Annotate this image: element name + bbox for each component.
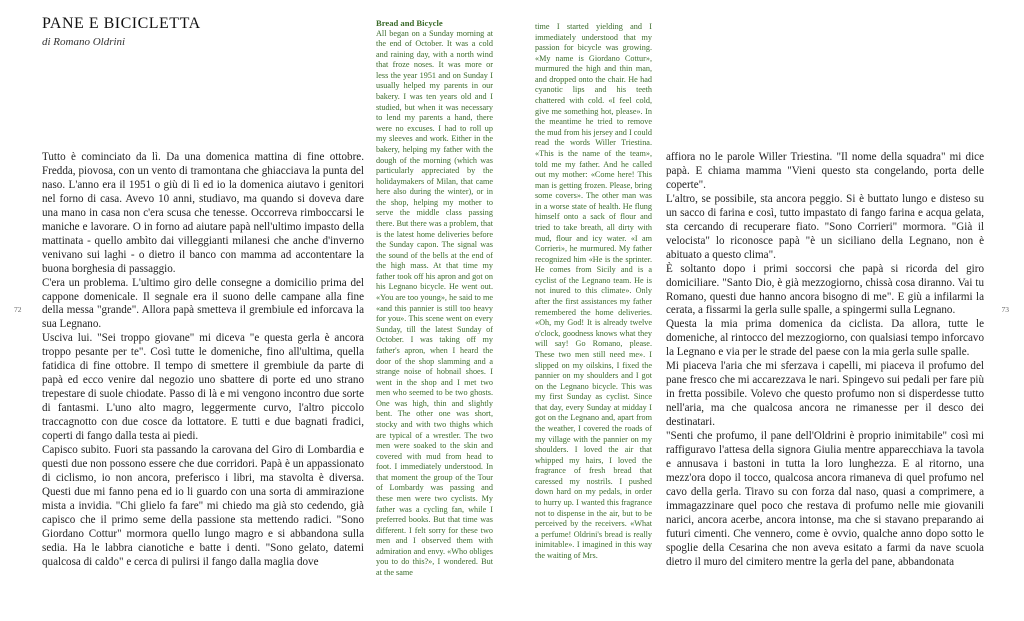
paragraph: Mi piaceva l'aria che mi sferzava i capelli, mi piaceva il profumo del pane fresco che mi accarezzava le nari. Spingevo sui pedali per fare più in fretta possibile. Volevo che questo profumo non si disperdesse tutto nell'aria, ma che qualcosa ancora ne rimanesse per il desco dei destinatari.	[666, 360, 984, 429]
paragraph: Questa la mia prima domenica da ciclista. Da allora, tutte le domeniche, al rintocco del mezzogiorno, con qualsiasi tempo inforcavo la Legnano e via per le strade del paese con la mia gerla sulle spalle.	[666, 318, 984, 359]
paragraph: Tutto è cominciato da lì. Da una domenica mattina di fine ottobre. Fredda, piovosa, con un vento di tramontana che ghiacciava la punta del naso. L'anno era il 1951 o giù di lì ed io la domenica aiutavo i genitori nel forno di casa. Avevo 10 anni, studiavo, ma quando si doveva dare una mano in casa non c'era scusa che tenesse. Occorreva rimboccarsi le maniche e lavorare. O in forno ad aiutare papà nell'ultimo impasto della mattinata - quello ambìto dai villeggianti milanesi che anche d'inverno venivano sui laghi - o dietro il banco con mamma ad accontentare la buona borghesia di passaggio.	[42, 151, 364, 275]
english-column-2	[535, 22, 652, 561]
story-author: di Romano Oldrini	[42, 36, 126, 48]
page-number-right: 73	[1001, 305, 1009, 314]
english-text: time I started yielding and I immediately understood that my passion for bicycle was growing. «My name is Giordano Cottur», murmured the high and thin man, and dropped onto the chair. He had cyanotic lips and his teeth chattered with cold. «I feel cold, give me something hot, please». In the meantime he tried to remove the mud from his jersey and I could read the words Willer Triestina. «This is the name of the team», told me my father. And he called out my mother: «Come here! This man is getting frozen. Please, bring some covers». The other man was in a worse state of health. He flung himself onto a sack of flour and tried to take breath, all dirty with mud, flour and icy water. «I am Corrieri», he murmured. My father recognized him «He is the sprinter. He comes from Sicily and is a cyclist of the Legnano team. He is not inured to this climate». Only after the first assistances my father remembered the home deliveries. «Oh, my God! It is already twelve o'clock, goodness knows what they will say! Go Romano, please. These two men still need me». I slipped on my oilskins, I fixed the pannier on my shoulders and I got on the Legnano bicycle. This was my first Sunday as cyclist. Since that day, every Sunday at midday I got on the Legnano and, apart from the weather, I covered the roads of my village with the pannier on my shoulders. I loved the air that whipped my hairs, I loved the fragrance of fresh bread that caressed my nostrils. I pushed down hard on my pedals, in order to hurry up. I wanted this fragrance not to dispense in the air, but to be perceived by the receivers. «What a perfume! Oldrini's bread is really inimitable». I imagined in this way the waiting of Mrs.	[535, 22, 652, 560]
italian-column-left	[42, 151, 364, 570]
paragraph: L'altro, se possibile, sta ancora peggio. Si è buttato lungo e disteso su un sacco di farina e così, tutto impastato di fango farina e acqua gelata, sta cercando di recuperare fiato. "Sono Corrieri" mormora. "Già il velocista" lo riconosce papà "è un siciliano della Legnano, non è abituato a questo clima".	[666, 192, 984, 261]
paragraph: affiora no le parole Willer Triestina. "Il nome della squadra" mi dice papà. E chiama mamma "Vieni questo sta congelando, porta delle coperte".	[666, 151, 984, 191]
english-column-1	[376, 18, 493, 579]
page-number-left: 72	[14, 305, 22, 314]
paragraph: Capisco subito. Fuori sta passando la carovana del Giro di Lombardia e questi due non possono essere che due corridori. Papà è un appassionato di ciclismo, io non ancora, preferisco i libri, ma stavolta è diversa. Questi due mi fanno pena ed io li guardo con una sorta di ammirazione mista a invidia. "Chi glielo fa fare" mi chiedo ma già sto cedendo, già capisco che il primo seme della passione sta mettendo radici. "Sono Giordano Cottur" mormora quello lungo magro e si abbandona sulla sedia. Ha le labbra cianotiche e batte i denti. "Sono gelato, datemi qualcosa di caldo" e cerca di pulirsi il fango dalla maglia dove	[42, 444, 364, 568]
paragraph: Usciva lui. "Sei troppo giovane" mi diceva "e questa gerla è ancora troppo pesante per te". Così tutte le domeniche, fino all'ultima, quella fatidica di fine ottobre. Il tempo di smettere il grembiule da parte di papà ed ecco venire dal negozio uno sbattere di porte ed uno strano trepestare di suole chiodate. Passo di là e mi vengono incontro due sorte di fantasmi. L'uno alto magro, leggermente curvo, l'altro piccolo traccagnotto con due cosce da lottatore. E tutti e due bagnati fradici, coperti di fango dalla testa ai piedi.	[42, 332, 364, 443]
paragraph: "Senti che profumo, il pane dell'Oldrini è proprio inimitabile" così mi raffiguravo l'attesa della signora Giulia mentre apparecchiava la tavola e annusava i bastoni in tutta la loro lunghezza. E al ritorno, una mezz'ora dopo il tocco, qualcosa ancora rimaneva di quel profumo nel cavo della gerla. Tiravo su con forza dal naso, quasi a comprimere, a immagazzinare quel poco che restava di profumo nelle mie giovanili narici, ancora acerbe, ancora intonse, ma che si stavano preparando ai futuri cimenti. Che vennero, come è ovvio, qualche anno dopo sotto le spoglie della Cesarina che non aveva esitato a farmi da nave scuola dietro il muro del cimitero mentre la gerla del pane, abbandonata	[666, 430, 984, 568]
italian-column-right	[666, 151, 984, 570]
english-text: All began on a Sunday morning at the end of October. It was a cold and raining day, with a north wind that froze noses. It was more or less the year 1951 and on Sunday I usually helped my parents in our bakery. I was ten years old and I studied, but when it was necessary to lend my parents a hand, there were no excuses. I had to roll up my sleeves and work. Either in the bakery, helping my father with the dough of the morning (which was particularly appreciated by the holidaymakers of Milan, that came here also during the winter), or in the shop, helping my mother to serve the middle class passing there. But there was a problem, that is the latest home deliveries before the Sunday capon. The signal was the sound of the bells at the end of the high mass. At that time my father took off his apron and got on his Legnano bicycle. He went out. «You are too young», he said to me «and this pannier is still too heavy for you». This scene went on every Sunday, till the latest Sunday of October. I was taking off my father's apron, when I heard the door of the shop slamming and a strange noise of hobnail shoes. I went in the shop and I met two men who seemed to be two ghosts. One was high, thin and slightly bent. The other one was short, stocky and with two thighs which are typical of a wrestler. The two men were soaked to the skin and covered with mud from head to foot. I immediately understood. In that moment the group of the Tour of Lombardy was passing and these men were two cyclists. My father was a cycling fan, while I preferred books. But that time was different. I felt sorry for these two men and I observed them with admiration and envy. «Who obliges you to do this?», I wondered. But at the same	[376, 28, 493, 578]
story-title: PANE E BICICLETTA	[42, 15, 201, 32]
paragraph: È soltanto dopo i primi soccorsi che papà si ricorda del giro domiciliare. "Santo Dio, è già mezzogiorno, chissà cosa diranno. Vai tu Romano, questi due hanno ancora bisogno di me". E giù a infilarmi la cerata, a fissarmi la gerla sulle spalle, a spingermi sulla Legnano.	[666, 262, 984, 317]
paragraph: C'era un problema. L'ultimo giro delle consegne a domicilio prima del cappone domenicale. Il segnale era il suono delle campane alla fine della messa "grande". Allora papà smetteva il grembiule ed inforcava la sua Legnano.	[42, 276, 364, 331]
english-heading: Bread and Bicycle	[376, 18, 443, 28]
